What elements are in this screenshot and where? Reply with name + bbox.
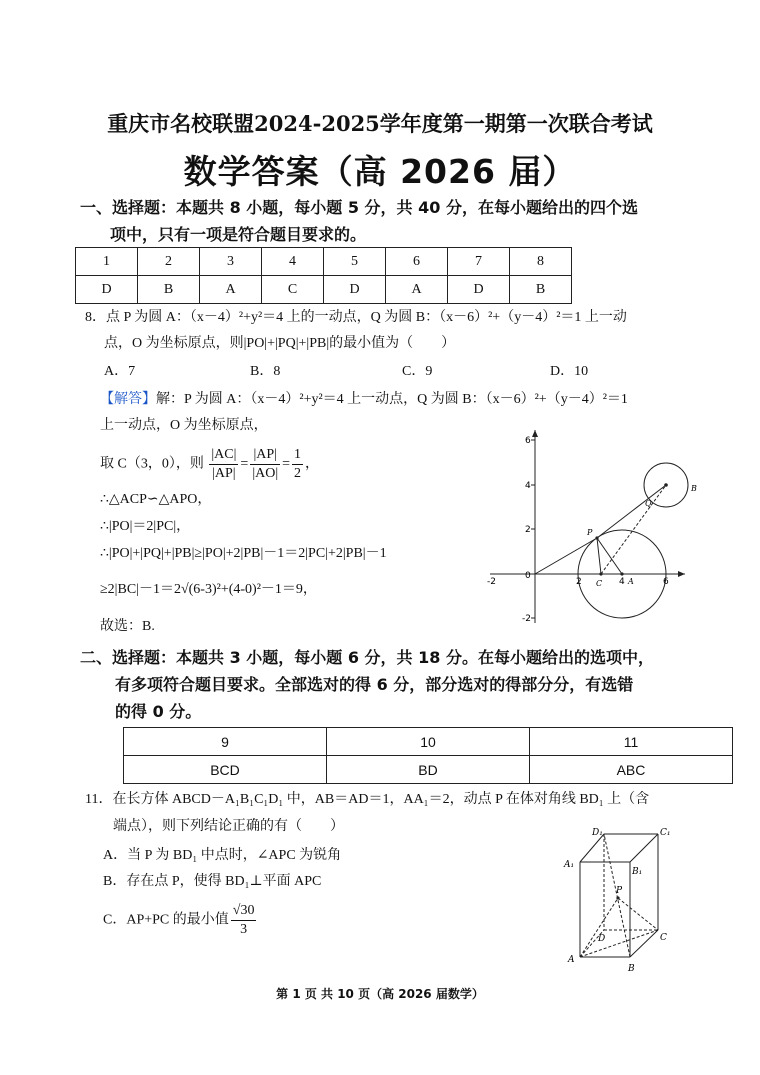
q8-option-d: D．10 (550, 364, 589, 379)
section1-heading-cont: 项中，只有一项是符合题目要求的。 (110, 225, 367, 244)
fraction-ap-ao (250, 446, 280, 483)
segment-op (535, 538, 597, 574)
numerator: |AC| (209, 446, 238, 465)
table-cell: 3 (200, 248, 262, 276)
cuboid-figure (558, 822, 683, 977)
label-b1: B₁ (632, 867, 643, 877)
table-cell: B (138, 276, 200, 304)
edge-b1c1 (630, 834, 658, 862)
point-a (620, 572, 623, 575)
q11-option-a: A．当 P 为 BD₁ 中点时，∠APC 为锐角 (103, 848, 342, 863)
q8-solution-ratio: 取 C（3，0），则 $\frac{|AC|}{|AP|}$ = $\frac{|AP|}{|AO|}$ = $\frac{1}{2}$ ， (100, 447, 320, 481)
q8-solution-line2: 上一动点，O 为坐标原点， (100, 418, 268, 433)
ratio-prefix: 取 C（3，0），则 (100, 456, 204, 472)
option-c-text: C．AP+PC 的最小值 (103, 912, 229, 928)
table-cell: A (200, 276, 262, 304)
q8-solution-line4: ∴△ACP∽△APO， (100, 492, 212, 507)
table-cell: D (324, 276, 386, 304)
q11-stem-line1: 11．在长方体 ABCD－A₁B₁C₁D₁ 中，AB＝AD＝1，AA₁＝2，动点 P 在体对角线 BD₁ 上（含 (85, 792, 650, 807)
x-tick-label: 2 (576, 577, 582, 587)
answer-key-title: 数学答案（高 2026 届） (183, 152, 577, 191)
circle-geometry-figure (485, 428, 700, 628)
segment-pc (618, 898, 658, 930)
table-cell: 7 (448, 248, 510, 276)
numerator: 1 (292, 446, 303, 465)
point-p (616, 896, 619, 899)
fraction-one-half (292, 446, 303, 483)
table-cell: 2 (138, 248, 200, 276)
x-axis-arrow (678, 571, 685, 577)
denominator: 3 (240, 922, 248, 937)
table-cell: ABC (530, 756, 733, 784)
solution-text: 解：P 为圆 A：（x－4）²+y²＝4 上一动点，Q 为圆 B：（x－6）²+（y－4）²＝1 (156, 392, 628, 407)
fraction-sqrt30-3 (231, 902, 257, 939)
q8-solution-line5: ∴|PO|＝2|PC|， (100, 519, 191, 534)
q11-option-c (103, 902, 258, 939)
segment-ap (580, 898, 618, 957)
section2-heading-cont2: 的得 0 分。 (115, 702, 202, 721)
numerator: |AP| (250, 446, 280, 465)
label-d: D (598, 934, 606, 944)
table-cell: A (386, 276, 448, 304)
point-p (595, 536, 598, 539)
q8-solution-line7: ≥2|BC|－1＝2√(6-3)²+(4-0)²－1＝9， (100, 582, 317, 597)
label-p: P (587, 528, 593, 537)
denominator: 2 (294, 466, 302, 481)
label-c: C (596, 579, 603, 588)
solution-tag: 【解答】 (100, 392, 156, 407)
table-cell: 11 (530, 728, 733, 756)
label-b: B (691, 484, 697, 493)
label-b: B (628, 964, 635, 974)
table-cell: 1 (76, 248, 138, 276)
origin-label: 0 (525, 571, 531, 581)
label-a1: A₁ (564, 860, 575, 870)
exam-title: 重庆市名校联盟2024-2025学年度第一期第一次联合考试 (107, 111, 653, 136)
table-cell: C (262, 276, 324, 304)
label-c: C (660, 933, 667, 943)
table-row-answers (124, 756, 733, 784)
answer-table-1 (75, 247, 572, 304)
q8-solution-line8: 故选：B. (100, 619, 155, 634)
table-row-answers (76, 276, 572, 304)
q8-solution-line6: ∴|PO|+|PQ|+|PB|≥|PO|+2|PB|－1＝2|PC|+2|PB|－1 (100, 546, 387, 561)
y-tick-label: 2 (525, 525, 531, 535)
table-cell: 10 (327, 728, 530, 756)
label-q: Q (645, 499, 652, 508)
q11-option-b: B．存在点 P，使得 BD₁⊥平面 APC (103, 874, 322, 889)
table-cell: D (76, 276, 138, 304)
q8-option-b: B．8 (250, 364, 281, 379)
label-d1: D₁ (592, 828, 603, 838)
label-a: A (568, 955, 575, 965)
x-tick-label: 6 (663, 577, 669, 587)
q8-option-c: C．9 (402, 364, 433, 379)
q8-stem-line2: 点，O 为坐标原点，则|PO|+|PQ|+|PB|的最小值为（ ） (104, 336, 456, 351)
y-axis-arrow (532, 430, 538, 437)
table-cell: 8 (510, 248, 572, 276)
section2-heading: 二、选择题：本题共 3 小题，每小题 6 分，共 18 分。在每小题给出的选项中， (80, 648, 654, 667)
segment-cb-dashed (601, 485, 666, 574)
table-cell: 4 (262, 248, 324, 276)
table-cell: B (510, 276, 572, 304)
table-cell: D (448, 276, 510, 304)
edge-a1d1 (580, 834, 604, 862)
section2-heading-cont: 有多项符合题目要求。全部选对的得 6 分，部分选对的得部分分，有选错 (115, 675, 634, 694)
table-cell: 6 (386, 248, 448, 276)
table-row-numbers (76, 248, 572, 276)
segment-pb (597, 485, 666, 538)
point-c (599, 572, 602, 575)
table-cell: BD (327, 756, 530, 784)
table-cell: 5 (324, 248, 386, 276)
denominator: |AP| (212, 466, 236, 481)
y-tick-label: 4 (525, 481, 531, 491)
label-a: A (628, 577, 634, 586)
label-c1: C₁ (660, 828, 671, 838)
q8-option-a: A．7 (104, 364, 136, 379)
denominator: |AO| (252, 466, 279, 481)
numerator: √30 (231, 902, 257, 921)
table-row-numbers (124, 728, 733, 756)
x-tick-label: 4 (619, 577, 625, 587)
y-tick-label: -2 (522, 614, 531, 624)
x-tick-label: -2 (487, 577, 496, 587)
table-cell: BCD (124, 756, 327, 784)
answer-table-2 (123, 727, 733, 784)
q11-stem-line2: 端点），则下列结论正确的有（ ） (113, 819, 344, 834)
edge-bc (630, 930, 658, 957)
table-cell: 9 (124, 728, 327, 756)
section1-heading: 一、选择题：本题共 8 小题，每小题 5 分，共 40 分，在每小题给出的四个选 (80, 198, 638, 217)
q8-stem-line1: 8．点 P 为圆 A：（x－4）²+y²＝4 上的一动点，Q 为圆 B：（x－6）²+（y－4）²＝1 上一动 (85, 310, 627, 325)
fraction-ac-ap (209, 446, 238, 483)
q8-solution-line1 (100, 390, 628, 410)
label-p: P (616, 886, 623, 896)
y-tick-label: 6 (525, 436, 531, 446)
page-footer: 第 1 页 共 10 页（高 2026 届数学） (276, 987, 484, 1001)
